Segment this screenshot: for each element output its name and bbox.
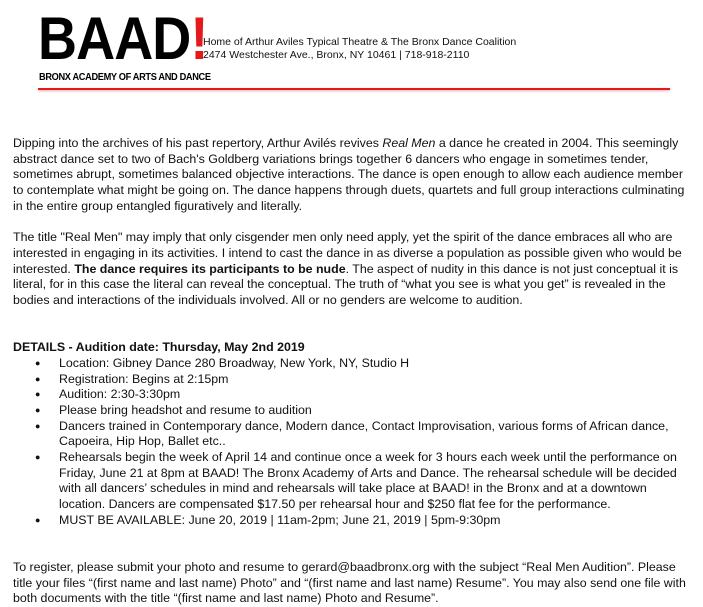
details-heading-text: DETAILS - Audition date: Thursday, May 2nd 2019 <box>13 340 305 355</box>
intro-text-end: a dance he created in 2004. This seemingly abstract dance set to two of Bach's Goldberg variations brings together 6 dancers who engage in sometimes tender, sometimes abrupt, sometimes balanced objective interactions. The dance is open enough to allow each audience member to contemplate what might be going on. The dance happens through duets, quartets and full group interactions culminating in the entire group entangled figuratively and literally. <box>13 136 685 213</box>
intro-paragraph <box>13 136 693 215</box>
details-item-rehearsals: ● Rehearsals begin the week of April 14 and continue once a week for 3 hours each week until the performance on Friday, June 21 at 8pm at BAAD! The Bronx Academy of Arts and Dance. The rehearsal schedule will be decided with all dancers’ schedules in mind and rehearsals will take place at BAAD! in the Bronx and at a downtown location. Dancers are compensated $17.50 per rehearsal hour and $250 flat fee for the performance. <box>59 450 693 513</box>
details-heading <box>13 340 693 356</box>
letterhead-line-1: Home of Arthur Aviles Typical Theatre & The Bronx Dance Coalition <box>203 36 517 48</box>
nudity-requirement: The dance requires its participants to be nude <box>74 261 346 276</box>
document-body <box>13 136 693 607</box>
logo-text: BAAD <box>38 5 191 72</box>
intro-text-start: Dipping into the archives of his past repertory, Arthur Avilés revives <box>13 136 383 150</box>
title-paragraph <box>13 230 693 309</box>
logo-exclamation: ! <box>190 5 208 72</box>
letterhead <box>0 0 703 100</box>
letterhead-line-2: 2474 Westchester Ave., Bronx, NY 10461 | 718-918-2110 <box>203 49 470 61</box>
baad-logo <box>38 5 208 72</box>
details-item-headshot: ● Please bring headshot and resume to audition <box>59 403 693 419</box>
details-item-audition: ● Audition: 2:30-3:30pm <box>59 387 693 403</box>
register-paragraph: To register, please submit your photo and resume to gerard@baadbronx.org with the subject “Real Men Audition”. Please title your files “(first name and last name) Photo” and “(first name and last name) Resume”. You may also send one file with both documents with the title “(first name and last name) Photo and Resume”. <box>13 559 686 606</box>
title-text-end: . The aspect of nudity in this dance is not just conceptual it is literal, for in this case the literal can reveal the conceptual. The truth of “what you see is what you get” is revealed in the bodies and interactions of the individuals involved. All or no genders are welcome to audition. <box>13 261 679 308</box>
letterhead-rule <box>38 88 670 90</box>
logo-tagline: BRONX ACADEMY OF ARTS AND DANCE <box>39 71 211 83</box>
title-text-start: The title "Real Men" may imply that only cisgender men only need apply, yet the spirit of the dance embraces all who are interested in engaging in its activities. I intend to cast the dance in as diverse a population as possible given who would be interested. <box>13 230 682 276</box>
letterhead-address <box>203 36 516 62</box>
intro-dance-title: Real Men <box>382 136 436 150</box>
details-item-location: ● Location: Gibney Dance 280 Broadway, New York, NY, Studio H <box>59 356 693 372</box>
details-item-availability: ● MUST BE AVAILABLE: June 20, 2019 | 11am-2pm; June 21, 2019 | 5pm-9:30pm <box>59 513 693 529</box>
details-item-dancers: ● Dancers trained in Contemporary dance, Modern dance, Contact Improvisation, various forms of African dance, Capoeira, Hip Hop, Ballet etc.. <box>59 419 693 450</box>
details-item-registration: ● Registration: Begins at 2:15pm <box>59 372 693 388</box>
details-list <box>13 356 693 529</box>
